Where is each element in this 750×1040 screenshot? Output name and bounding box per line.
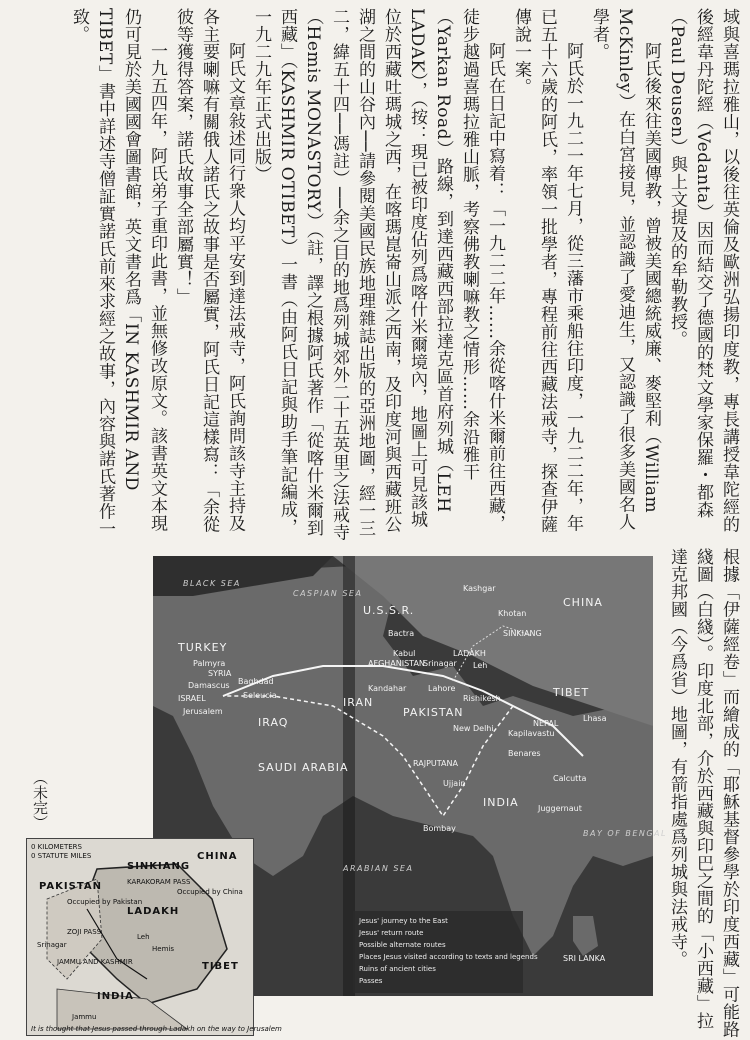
- city-jerusalem: Jerusalem: [183, 707, 223, 716]
- body-paragraph: 一九五四年，阿氏弟子重印此書，並無修改原文。該書英文本現仍可見於美國國會圖書館，英文書名爲「IN KASHMIR AND TIBET」書中詳述寺僧証實諾氏前來求經之故事，內容與諾氏著作一致。: [69, 8, 167, 538]
- region-pakistan: PAKISTAN: [403, 706, 464, 719]
- legend-ruins: Ruins of ancient cities: [359, 965, 436, 973]
- inset-note-karakoram-pass: KARAKORAM PASS: [127, 878, 191, 886]
- legend-return-route: Jesus' return route: [359, 929, 424, 937]
- region-iran: IRAN: [343, 696, 374, 709]
- body-paragraph: 阿氏在日記中寫着：「一九二二年……余從喀什米爾前往西藏，徒步越過喜瑪拉雅山脈，考察佛教喇嘛教之情形……余沿雅干（Yarkan Road）路線，到達西藏西部拉達克區首府列城（LEH LADAK），（按：現已被印度佔列爲喀什米爾境內，地圖上可見該城位於西藏吐瑪城之西，在喀瑪崑崙山派之西南，及印度河與西藏班公湖之間的山谷內──請參閱美國民族地理雜誌出版的亞洲地圖，經一三二，緯五十四──馮註）──余之目的地爲列城郊外二十五英里之法戒寺（Hemis MONASTORY）（註，譯之根據阿氏著作「從喀什米爾到西藏」（KASHMIR OTIBET）一書（由阿氏日記與助手筆記編成，一九二九年正式出版）: [251, 8, 505, 541]
- inset-region-sinkiang: SINKIANG: [127, 861, 191, 872]
- region-ussr: U.S.S.R.: [363, 604, 415, 617]
- inset-region-ladakh: LADAKH: [127, 906, 180, 917]
- city-new-delhi: New Delhi: [453, 724, 494, 733]
- inset-city-jammu: Jammu: [72, 1013, 97, 1021]
- sea-bengal: BAY OF BENGAL: [583, 829, 667, 838]
- city-ujjain: Ujjain: [443, 779, 466, 788]
- region-rajputana: RAJPUTANA: [413, 759, 458, 768]
- inset-city-leh: Leh: [137, 933, 150, 941]
- inset-region-jammu-kashmir: JAMMU AND KASHMIR: [57, 958, 133, 966]
- inset-note-occupied-pakistan: Occupied by Pakistan: [67, 898, 143, 906]
- region-tibet: TIBET: [553, 686, 590, 699]
- city-sri-lanka: SRI LANKA: [563, 954, 606, 963]
- inset-region-pakistan: PAKISTAN: [39, 881, 102, 892]
- city-calcutta: Calcutta: [553, 774, 587, 783]
- region-ladakh: LADAKH: [453, 649, 486, 658]
- city-kandahar: Kandahar: [368, 684, 407, 693]
- map-legend: [353, 911, 538, 993]
- inset-region-tibet: TIBET: [202, 961, 239, 972]
- city-kashgar: Kashgar: [463, 584, 496, 593]
- inset-scale-km: 0 KILOMETERS: [31, 843, 82, 851]
- city-baghdad: Baghdad: [238, 677, 274, 686]
- inset-footer-note: It is thought that Jesus passed through Ladakh on the way to Jerusalem: [31, 1025, 282, 1033]
- inset-city-hemis: Hemis: [152, 945, 174, 953]
- city-lahore: Lahore: [428, 684, 456, 693]
- region-china: CHINA: [563, 596, 603, 609]
- inset-scale-miles: 0 STATUTE MILES: [31, 852, 92, 860]
- city-srinagar: Srinagar: [423, 659, 457, 668]
- city-palmyra: Palmyra: [193, 659, 226, 668]
- inset-note-occupied-china: Occupied by China: [177, 888, 243, 896]
- to-be-continued-note: （未完）: [31, 770, 49, 830]
- city-leh: Leh: [473, 661, 488, 670]
- region-sinkiang: SINKIANG: [503, 629, 542, 638]
- inset-region-india: INDIA: [97, 991, 134, 1002]
- city-kabul: Kabul: [393, 649, 416, 658]
- city-bombay: Bombay: [423, 824, 456, 833]
- city-damascus: Damascus: [188, 681, 230, 690]
- region-israel: ISRAEL: [178, 694, 206, 703]
- region-syria: SYRIA: [208, 669, 232, 678]
- city-khotan: Khotan: [498, 609, 527, 618]
- sea-arabian: ARABIAN SEA: [343, 864, 414, 873]
- city-bactra: Bactra: [388, 629, 415, 638]
- city-kapilavastu: Kapilavastu: [508, 729, 555, 738]
- region-afghanistan: AFGHANISTAN: [368, 659, 425, 668]
- article-body: [52, 8, 742, 544]
- city-rishikesh: Rishikesh: [463, 694, 501, 703]
- inset-region-china: CHINA: [197, 851, 238, 862]
- region-saudi-arabia: SAUDI ARABIA: [258, 761, 349, 774]
- city-juggernaut: Juggernaut: [538, 804, 582, 813]
- region-nepal: NEPAL: [533, 719, 559, 728]
- legend-alternate-routes: Possible alternate routes: [359, 941, 446, 949]
- region-iraq: IRAQ: [258, 716, 289, 729]
- body-paragraph: 阿氏後來往美國傳教，曾被美國總統威廉、麥堅利（William McKinley）在白宮接見，並認識了愛迪生，又認識了很多美國名人學者。: [589, 8, 661, 531]
- region-turkey: TURKEY: [178, 641, 228, 654]
- body-paragraph: 域與喜瑪拉雅山，以後往英倫及歐洲弘揚印度教，專長講授韋陀經的後經韋丹陀經（Vedanta）因而結交了德國的梵文學家保羅・都森（Paul Deusen）與上文提及的牟勒教授。: [667, 8, 739, 533]
- legend-passes: Passes: [359, 977, 383, 985]
- inset-note-zoji-pass: ZOJI PASS: [67, 928, 102, 936]
- ladakh-inset-map: [26, 838, 282, 1036]
- inset-city-srinagar: Srinagar: [37, 941, 67, 949]
- region-india: INDIA: [483, 796, 519, 809]
- body-paragraph: 阿氏文章敍述同行衆人均平安到達法戒寺，阿氏詢問該寺主持及各主要喇嘛有關俄人諾氏之故事是否屬實，阿氏日記這樣寫：「余從彼等獲得答案，諾氏故事全部屬實！」: [173, 8, 245, 533]
- city-lhasa: Lhasa: [583, 714, 607, 723]
- sea-black: BLACK SEA: [183, 579, 241, 588]
- legend-journey-east: Jesus' journey to the East: [359, 917, 448, 925]
- body-paragraph: 阿氏於一九二一年七月，從三藩市乘船往印度，一九二二年，年已五十六歲的阿氏，率領一批學者，專程前往西藏法戒寺，探查伊薩傳說一案。: [511, 8, 583, 533]
- inset-map-svg: [27, 839, 282, 1035]
- city-seleucia: Seleucia: [243, 691, 277, 700]
- sea-caspian: CASPIAN SEA: [293, 589, 363, 598]
- city-benares: Benares: [508, 749, 541, 758]
- map-caption: 根據「伊薩經卷」而繪成的「耶穌基督參學於印度西藏」可能路綫圖（白綫）。印度北部，介於西藏與印巴之間的「小西藏」拉達克邦國（今爲省）地圖，有箭指處爲列城與法戒寺。: [667, 548, 739, 1038]
- legend-places-visited: Places Jesus visited according to texts and legends: [359, 953, 538, 961]
